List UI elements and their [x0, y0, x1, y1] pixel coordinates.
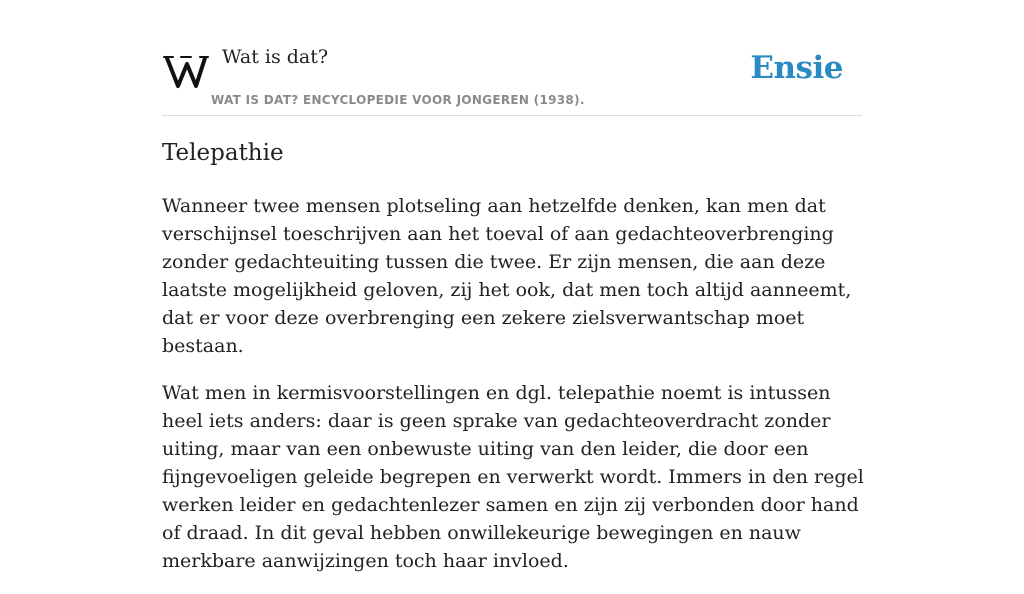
page — [162, 0, 864, 572]
article-title: Telepathie — [162, 140, 284, 166]
ensie-logo-link[interactable]: Ensie — [750, 50, 843, 86]
source-subtitle: WAT IS DAT? ENCYCLOPEDIE VOOR JONGEREN (1938). — [211, 93, 585, 107]
source-header — [162, 0, 862, 116]
article-paragraph: Wat men in kermisvoorstellingen en dgl. telepathie noemt is intussen heel iets anders: daar is geen sprake van gedachteoverdracht zonder uiting, maar van een onbewuste uiting van den leider, die door een fijngevoeligen geleide begrepen en verwerkt wordt. Immers in den regel werken leider en gedachtenlezer samen en zijn zij verbonden door hand of draad. In dit geval hebben onwillekeurige bewegingen en nauw merkbare aanwijzingen toch haar invloed. — [162, 382, 864, 572]
source-title: Wat is dat? — [222, 46, 329, 68]
article-paragraph: Wanneer twee mensen plotseling aan hetzelfde denken, kan men dat verschijnsel toeschrijven aan het toeval of aan gedachteoverbrenging zonder gedachteuiting tussen die twee. Er zijn mensen, die aan deze laatste mogelijkheid geloven, zij het ook, dat men toch altijd aanneemt, dat er voor deze overbrenging een zekere zielsverwantschap moet bestaan. — [162, 195, 852, 357]
article-body — [162, 192, 866, 594]
wikipedia-w-icon — [164, 52, 208, 90]
